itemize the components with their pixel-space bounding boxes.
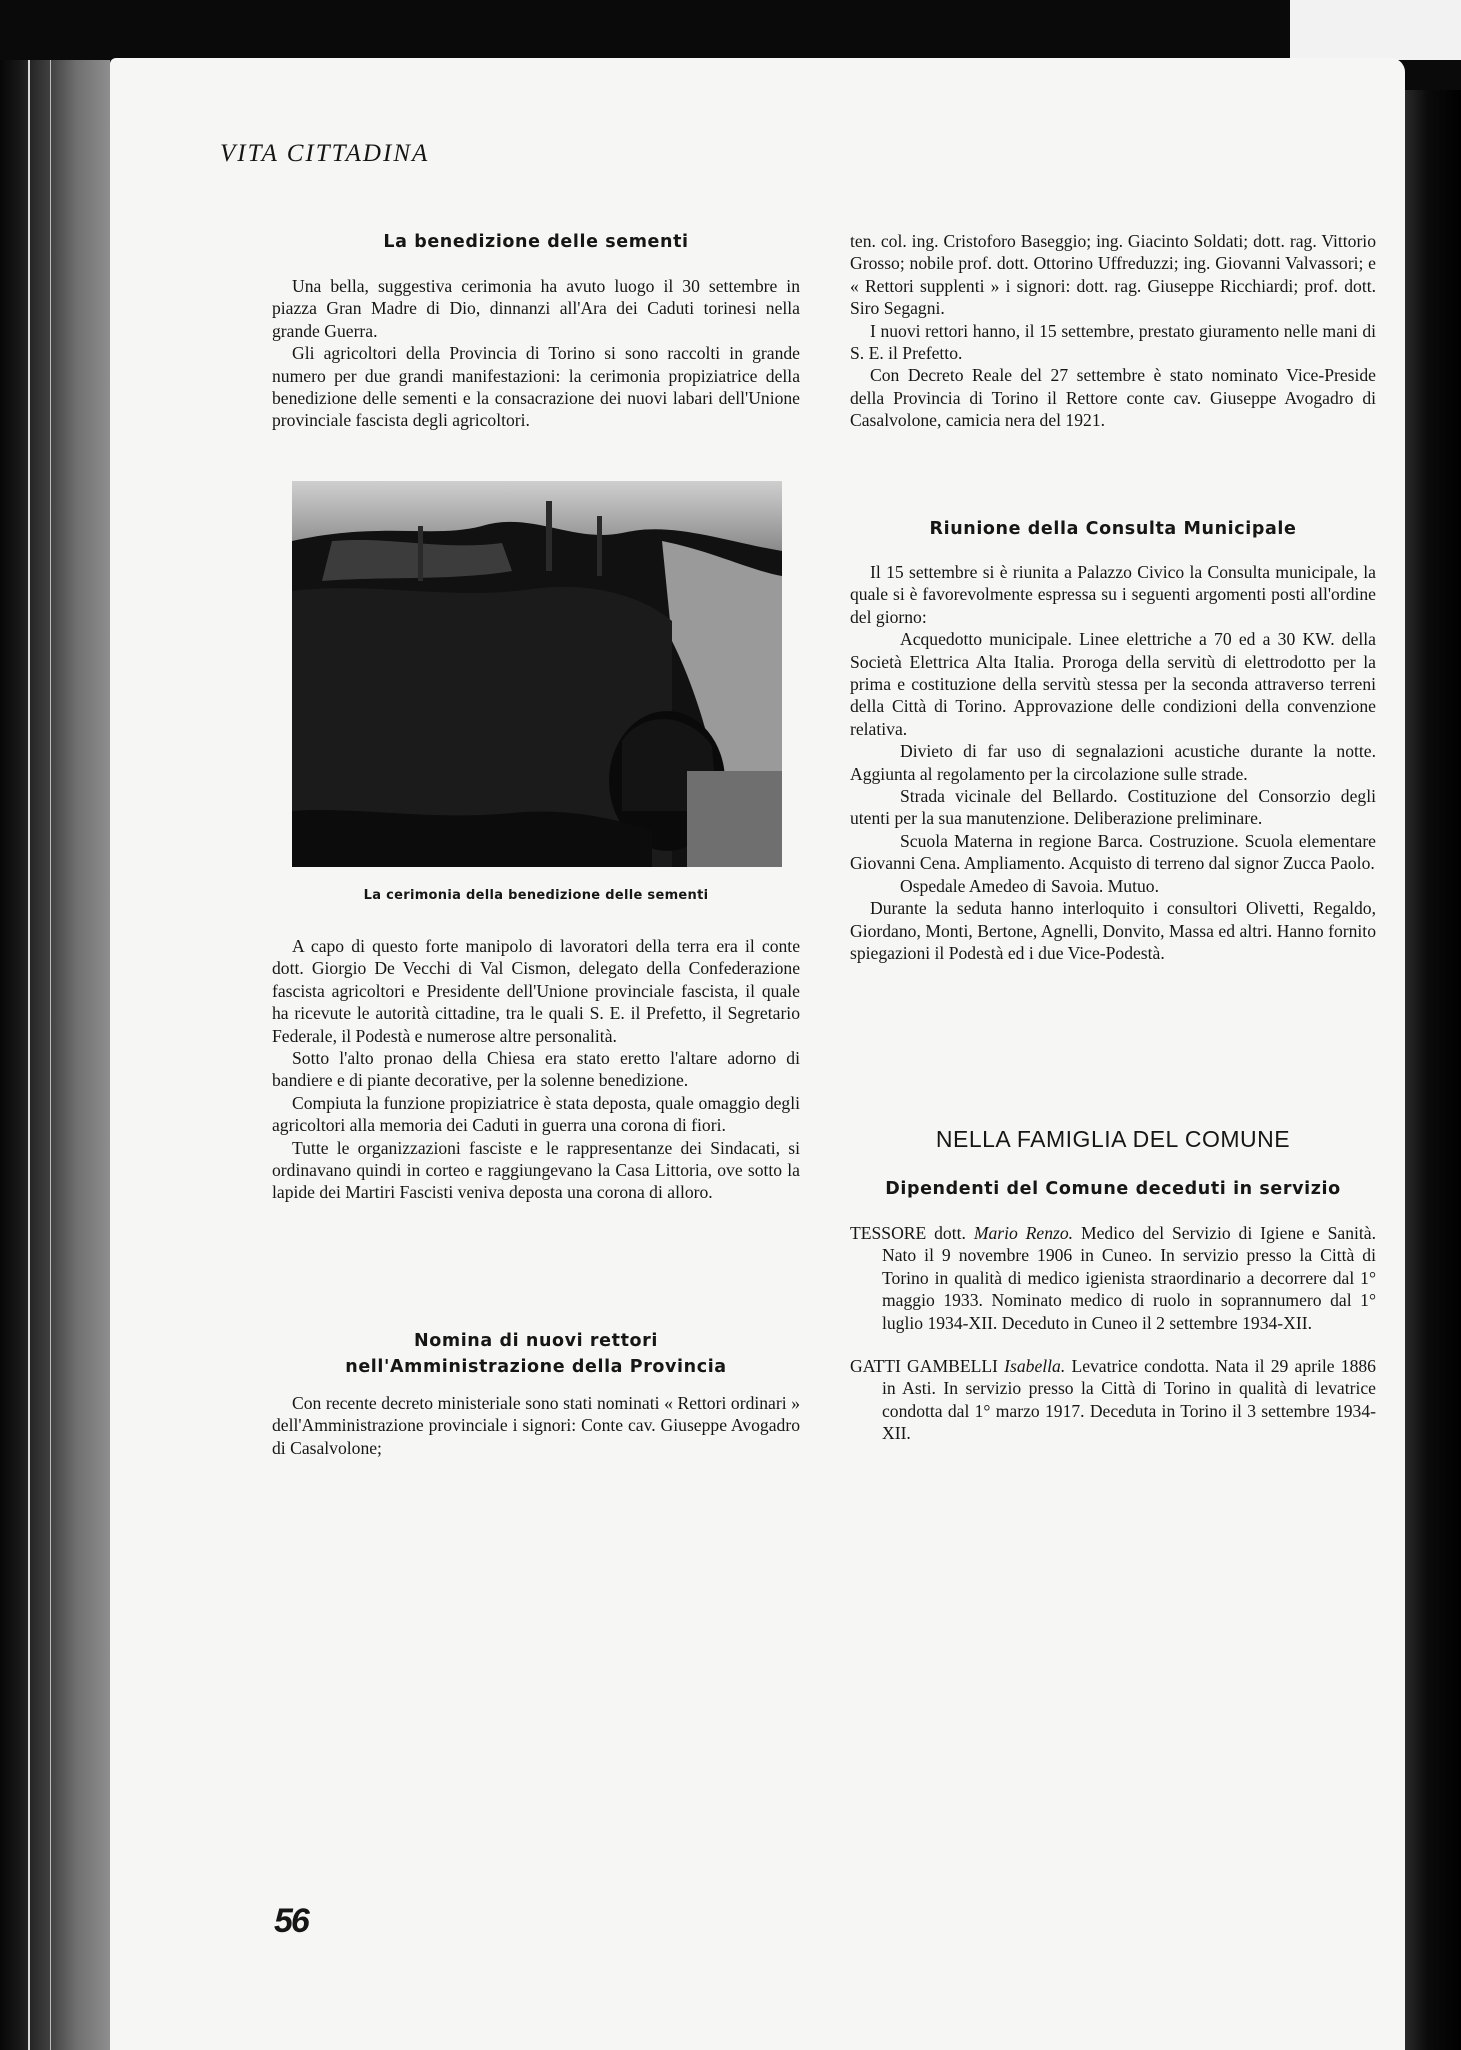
section-title-line: Nomina di nuovi rettori	[414, 1331, 658, 1351]
obituary-entry	[850, 1355, 1376, 1445]
left-column-intro	[272, 275, 800, 432]
photo-caption: La cerimonia della benedizione delle sementi	[363, 888, 709, 903]
section-heading-famiglia: NELLA FAMIGLIA DEL COMUNE	[935, 1126, 1291, 1152]
entry-given-name: Isabella.	[1004, 1356, 1066, 1377]
obituary-list	[850, 1222, 1376, 1466]
entry-given-name: Mario Renzo.	[973, 1223, 1074, 1243]
left-column-continued	[272, 935, 800, 1204]
page-edge-shadow	[1405, 90, 1461, 2050]
paragraph: Una bella, suggestiva cerimonia ha avuto luogo il 30 settembre in piazza Gran Madre di Dio, dinnanzi all'Ara dei Caduti torinesi nella grande Guerra.	[272, 276, 800, 341]
paragraph: Acquedotto municipale. Linee elettriche a 70 ed a 30 KW. della Società Elettrica Alta Italia. Proroga della servitù di elettrodotto per la prima e costituzione della servitù stessa per la seconda attraverso terreni della Città di Torino. Approvazione delle condizioni della convenzione relativa.	[850, 629, 1376, 739]
spine-line	[50, 60, 51, 2050]
paragraph: Gli agricoltori della Provincia di Torino si sono raccolti in grande numero per due grandi manifestazioni: la cerimonia propiziatrice della benedizione delle sementi e la consacrazione dei nuovi labari dell'Unione provinciale fascista degli agricoltori.	[272, 343, 800, 431]
paragraph: Compiuta la funzione propiziatrice è stata deposta, quale omaggio degli agricoltori alla memoria dei Caduti in guerra una corona di fiori.	[272, 1092, 800, 1136]
section-title-nomina	[272, 1328, 800, 1380]
book-spine-shadow	[0, 60, 110, 2050]
paragraph: Sotto l'alto pronao della Chiesa era stato eretto l'altare adorno di bandiere e di piante decorative, per la solenne benedizione.	[272, 1048, 800, 1091]
paragraph: Durante la seduta hanno interloquito i consultori Olivetti, Regaldo, Giordano, Monti, Bertone, Agnelli, Donvito, Massa ed altri. Hanno fornito spiegazioni il Podestà ed i due Vice-Podestà.	[850, 898, 1376, 963]
paragraph: Con Decreto Reale del 27 settembre è stato nominato Vice-Preside della Provincia di Torino il Rettore conte cav. Giuseppe Avogadro di Casalvolone, camicia nera del 1921.	[850, 365, 1376, 431]
paragraph: Strada vicinale del Bellardo. Costituzione del Consorzio degli utenti per la sua manutenzione. Deliberazione preliminare.	[850, 786, 1376, 829]
paragraph: Con recente decreto ministeriale sono stati nominati « Rettori ordinari » dell'Amministrazione provinciale i signori: Conte cav. Giuseppe Avogadro di Casalvolone;	[272, 1393, 800, 1458]
right-column-rettori	[850, 230, 1376, 432]
spine-line	[28, 60, 30, 2050]
section-subheading-dipendenti: Dipendenti del Comune deceduti in servizio	[885, 1179, 1341, 1199]
entry-text: Levatrice condotta. Nata il 29 aprile 1886 in Asti. In servizio presso la Città di Torino in qualità di levatrice condotta dal 1° marzo 1917. Deceduta in Torino il 3 settembre 1934-XII.	[882, 1356, 1376, 1444]
page-number: 56	[274, 1902, 308, 1940]
paragraph: A capo di questo forte manipolo di lavoratori della terra era il conte dott. Giorgio De Vecchi di Val Cismon, delegato della Confederazione fascista agricoltori e Presidente dell'Unione provinciale fascista, il quale ha ricevute le autorità cittadine, tra le quali S. E. il Prefetto, il Segretario Federale, il Podestà e numerose altre personalità.	[272, 936, 800, 1046]
section-title-line: nell'Amministrazione della Provincia	[345, 1357, 727, 1377]
entry-text: Medico del Servizio di Igiene e Sanità. Nato il 9 novembre 1906 in Cuneo. In servizio presso la Città di Torino in qualità di medico igienista straordinario a decorrere dal 1° maggio 1933. Nominato medico di ruolo in soprannumero dal 1° luglio 1934-XII. Deceduto in Cuneo il 2 settembre 1934-XII.	[882, 1223, 1377, 1333]
entry-surname: GATTI GAMBELLI	[850, 1356, 998, 1377]
paragraph: Scuola Materna in regione Barca. Costruzione. Scuola elementare Giovanni Cena. Ampliamento. Acquisto di terreno dal signor Zucca Paolo.	[850, 830, 1376, 874]
section-title-consulta: Riunione della Consulta Municipale	[929, 519, 1297, 539]
paragraph: Tutte le organizzazioni fasciste e le rappresentanze dei Sindacati, si ordinavano quindi in corteo e raggiungevano la Casa Littoria, ove sotto la lapide dei Martiri Fascisti veniva deposta una corona di alloro.	[272, 1137, 800, 1203]
paragraph: Divieto di far uso di segnalazioni acustiche durante la notte. Aggiunta al regolamento per la circolazione sulle strade.	[850, 741, 1376, 784]
paragraph: Ospedale Amedeo di Savoia. Mutuo.	[900, 875, 1159, 896]
right-column-consulta	[850, 561, 1376, 964]
running-header: VITA CITTADINA	[220, 140, 430, 167]
entry-surname: TESSORE dott.	[850, 1223, 966, 1243]
left-column-nomina	[272, 1392, 800, 1459]
paragraph: I nuovi rettori hanno, il 15 settembre, prestato giuramento nelle mani di S. E. il Prefetto.	[850, 320, 1376, 364]
paragraph: ten. col. ing. Cristoforo Baseggio; ing. Giacinto Soldati; dott. rag. Vittorio Grosso; nobile prof. dott. Ottorino Uffreduzzi; ing. Giovanni Valvassori; e « Rettori supplenti » i signori: dott. rag. Giuseppe Ricchiardi; prof. dott. Siro Segagni.	[850, 231, 1376, 319]
scan-background	[1290, 0, 1461, 60]
obituary-entry	[850, 1222, 1376, 1334]
ceremony-photo-image	[292, 481, 782, 867]
paragraph: Il 15 settembre si è riunita a Palazzo Civico la Consulta municipale, la quale si è favorevolmente espressa su i seguenti argomenti posti all'ordine del giorno:	[850, 562, 1376, 627]
section-title-benedizione: La benedizione delle sementi	[383, 232, 689, 252]
ceremony-photo	[292, 481, 782, 867]
